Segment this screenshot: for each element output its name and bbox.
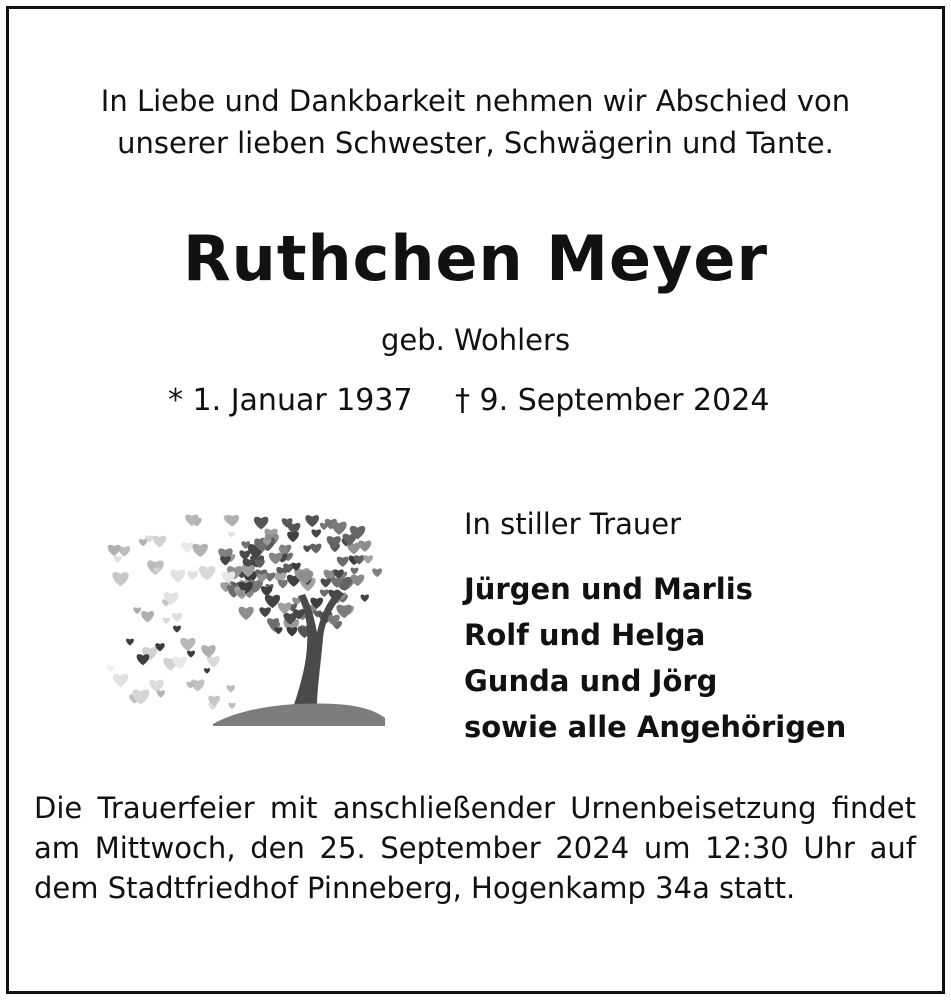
heart-shape — [199, 566, 216, 580]
heart-shape — [126, 639, 134, 646]
heart-shape — [228, 532, 235, 538]
heart-shape — [141, 611, 154, 622]
heart-shape — [226, 515, 239, 527]
heart-shape — [137, 654, 150, 665]
mourners-list — [464, 566, 846, 750]
mourner-2: Rolf und Helga — [464, 618, 706, 652]
heart-shape — [265, 595, 280, 608]
heart-shape — [149, 680, 163, 692]
heart-shape — [107, 665, 115, 672]
heart-shape — [172, 613, 182, 622]
heart-shape — [113, 674, 128, 687]
tree-trunk — [293, 590, 344, 708]
heart-tree-icon — [95, 498, 395, 733]
mourner-3: Gunda und Jörg — [464, 664, 718, 698]
heart-shape — [254, 517, 268, 530]
heart-shape — [173, 626, 181, 633]
death-date: † 9. September 2024 — [455, 383, 770, 418]
heart-shape — [320, 589, 329, 597]
heart-shape — [287, 627, 298, 636]
heart-shape — [114, 556, 122, 563]
heart-shape — [274, 627, 282, 634]
heart-shape — [332, 522, 347, 535]
heart-shape — [171, 570, 186, 583]
heart-shape — [278, 602, 291, 614]
heart-shape — [305, 515, 319, 527]
heart-shape — [204, 668, 210, 674]
heart-shape — [337, 557, 349, 567]
heart-shape — [350, 568, 358, 575]
heart-shape — [188, 571, 198, 580]
intro-line-2: unserer lieben Schwester, Schwägerin und Tante. — [117, 126, 834, 160]
heart-shape — [278, 580, 288, 589]
heart-shape — [287, 532, 299, 542]
heart-shape — [320, 523, 328, 530]
heart-shape — [163, 618, 170, 624]
heart-shape — [108, 545, 121, 556]
heart-shape — [157, 690, 165, 697]
heart-shape — [222, 571, 236, 583]
tree-canopy — [107, 515, 382, 710]
heart-shape — [261, 586, 272, 596]
heart-shape — [181, 542, 193, 553]
deceased-name: Ruthchen Meyer — [182, 222, 769, 295]
heart-shape — [220, 556, 231, 565]
heart-shape — [201, 645, 215, 658]
heart-shape — [311, 529, 321, 537]
tree-ground — [213, 704, 385, 726]
heart-shape — [207, 656, 220, 667]
heart-shape — [193, 544, 208, 557]
birth-date: * 1. Januar 1937 — [168, 383, 413, 418]
heart-shape — [361, 595, 369, 602]
heart-shape — [229, 703, 236, 709]
maiden-name: geb. Wohlers — [380, 323, 571, 357]
heart-shape — [239, 550, 250, 560]
heart-shape — [133, 607, 141, 614]
heart-shape — [321, 578, 332, 587]
intro-line-1: In Liebe und Dankbarkeit nehmen wir Abschied von — [100, 84, 851, 118]
heart-shape — [372, 568, 382, 577]
heart-shape — [363, 555, 373, 563]
heart-shape — [180, 638, 195, 651]
mourner-4: sowie alle Angehörigen — [464, 710, 847, 744]
heart-shape — [227, 685, 235, 692]
heart-shape — [112, 572, 128, 586]
heart-shape — [139, 539, 147, 546]
mourner-1: Jürgen und Marlis — [464, 572, 753, 606]
ceremony-text: Die Trauerfeier mit anschließender Urnenbeisetzung findet am Mittwoch, den 25. September 2024 um 12:30 Uhr auf dem Stadtfriedhof Pinneberg, Hogenkamp 34a statt. — [34, 791, 916, 905]
intro-text — [0, 80, 951, 164]
heart-shape — [187, 651, 195, 658]
heart-shape — [238, 607, 253, 620]
heart-shape — [303, 545, 311, 552]
heart-shape — [153, 536, 166, 548]
heart-shape — [259, 607, 270, 617]
heart-shape — [310, 544, 321, 554]
mourning-line: In stiller Trauer — [464, 507, 682, 541]
heart-shape — [269, 553, 283, 565]
